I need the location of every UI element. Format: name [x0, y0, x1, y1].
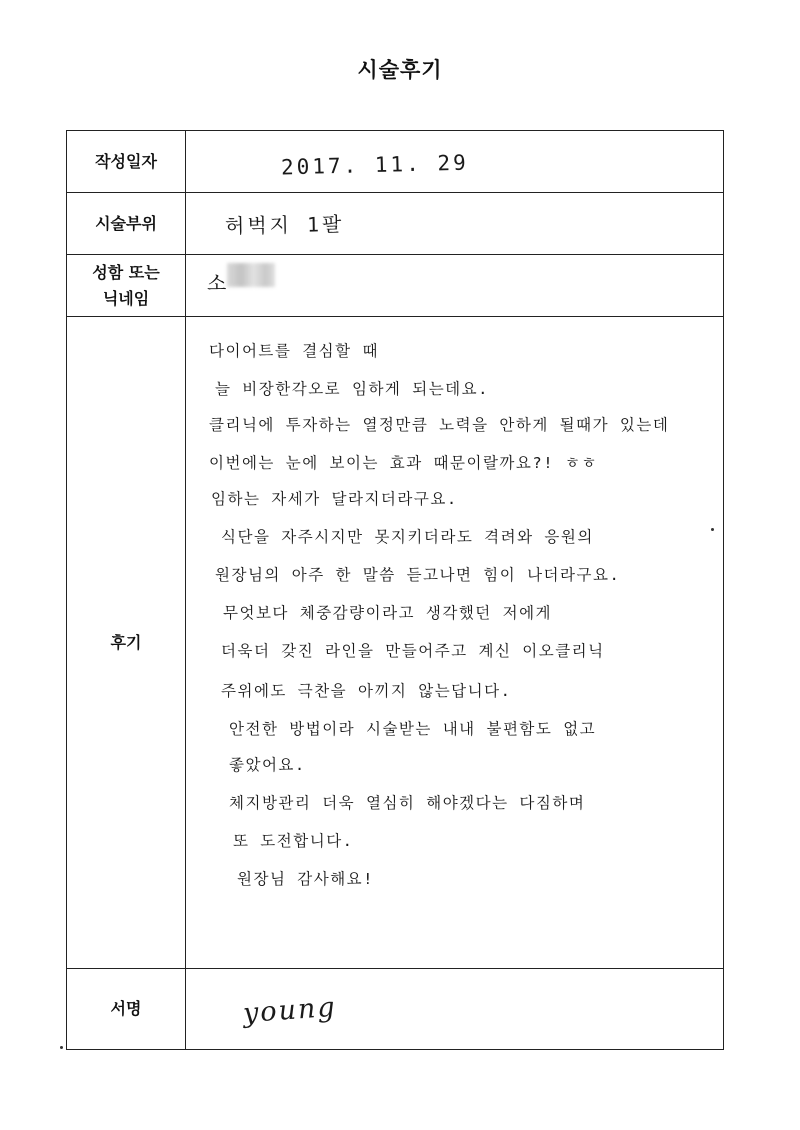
review-line: 또 도전합니다. [233, 832, 354, 850]
signature-label: 서명 [67, 969, 186, 1049]
review-line: 무엇보다 체중감량이라고 생각했던 저에게 [223, 604, 553, 622]
name-row [67, 255, 723, 317]
name-label-line1: 성함 또는 [92, 262, 160, 282]
review-line: 체지방관리 더욱 열심히 해야겠다는 다짐하며 [229, 794, 586, 812]
scan-speck [711, 528, 714, 531]
date-value-cell [185, 131, 723, 192]
name-label [67, 255, 186, 316]
name-redaction-blur [227, 263, 275, 287]
date-label: 작성일자 [67, 131, 186, 192]
page-title: 시술후기 [357, 58, 443, 82]
date-row [67, 131, 723, 193]
signature-value-cell [185, 969, 723, 1049]
treatment-site-value-cell [185, 193, 723, 254]
review-line: 임하는 자세가 달라지더라구요. [211, 490, 458, 508]
treatment-site-value: 허벅지 1팔 [224, 211, 345, 239]
treatment-site-row [67, 193, 723, 255]
name-value: 소 [207, 271, 227, 295]
review-line: 다이어트를 결심할 때 [209, 342, 379, 360]
signature-value: young [242, 991, 338, 1030]
signature-row [67, 969, 723, 1049]
review-line: 식단을 자주시지만 못지키더라도 격려와 응원의 [221, 528, 594, 546]
review-line: 원장님 감사해요! [237, 870, 374, 888]
review-line: 주위에도 극찬을 아끼지 않는답니다. [221, 682, 512, 700]
date-value: 2017. 11. 29 [280, 150, 470, 180]
review-label: 후기 [67, 317, 186, 968]
review-line: 클리닉에 투자하는 열정만큼 노력을 안하게 될때가 있는데 [209, 416, 670, 434]
name-value-cell [185, 255, 723, 316]
review-line: 이번에는 눈에 보이는 효과 때문이랄까요?! ㅎㅎ [209, 454, 598, 472]
review-row [67, 317, 723, 969]
review-line: 좋았어요. [229, 756, 306, 774]
review-line: 원장님의 아주 한 말씀 듣고나면 힘이 나더라구요. [215, 566, 621, 584]
review-line: 더욱더 갖진 라인을 만들어주고 계신 이오클리닉 [221, 642, 605, 660]
review-line: 늘 비장한각오로 임하게 되는데요. [215, 380, 489, 398]
name-label-line2: 닉네임 [102, 288, 150, 308]
review-form-table [66, 130, 724, 1050]
scan-speck [60, 1046, 63, 1049]
review-line: 안전한 방법이라 시술받는 내내 불편함도 없고 [229, 720, 597, 738]
treatment-site-label: 시술부위 [67, 193, 186, 254]
review-value-cell [185, 317, 723, 968]
